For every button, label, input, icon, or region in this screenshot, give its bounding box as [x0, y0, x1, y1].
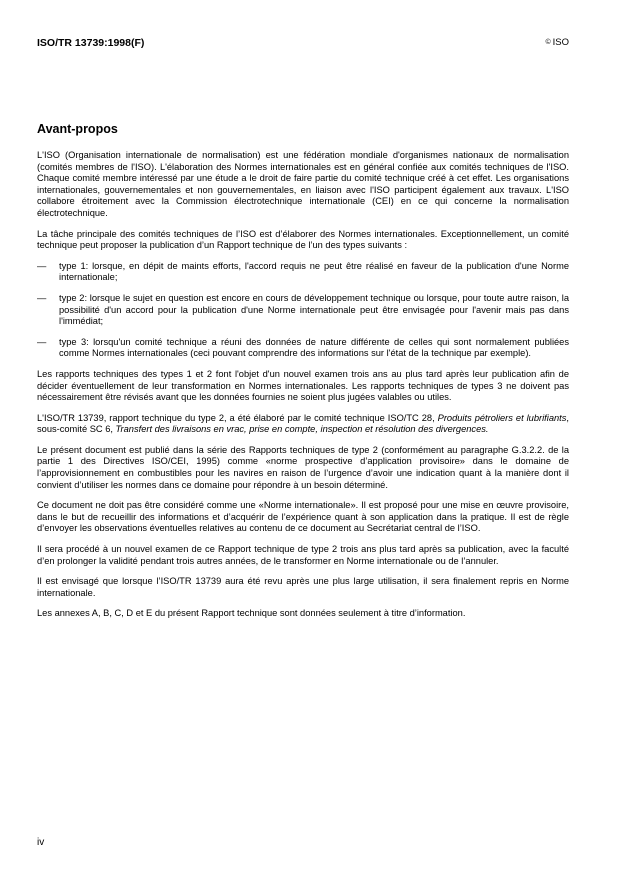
paragraph-reexamination: Il sera procédé à un nouvel examen de ce Rapport technique de type 2 trois ans plus tard après sa publication, avec la faculté d’en prolonger la validité pendant trois autres années, de le transformer en Norme internationale ou de l’annuler. — [37, 544, 569, 566]
list-item-type-2 — [37, 293, 569, 328]
paragraph-annexes: Les annexes A, B, C, D et E du présent Rapport technique sont données seulement à titre d’information. — [37, 608, 466, 619]
committee-text: L'ISO/TR 13739, rapport technique du type 2, a été élaboré par le comité technique ISO/TC 28, — [37, 412, 438, 423]
subcommittee-title: Transfert des livraisons en vrac, prise en compte, inspection et résolution des divergences. — [115, 424, 489, 435]
subcommittee-text: , sous-comité SC 6, — [37, 412, 569, 435]
paragraph-iso-intro: L'ISO (Organisation internationale de normalisation) est une fédération mondiale d'organismes nationaux de normalisation (comités membres de l'ISO). L'élaboration des Normes internationales est en général confiée aux comités techniques de l'ISO. Chaque comité membre intéressé par une étude a le droit de faire partie du comité technique créé à cet effet. Les organisations internationales, gouvernementales et non gouvernementales, en liaison avec l'ISO participent également aux travaux. L'ISO collabore étroitement avec la Commission électrotechnique internationale (CEI) en ce qui concerne la normalisation électrotechnique. — [37, 150, 569, 218]
list-dash: — — [37, 292, 47, 303]
list-item-type-1 — [37, 261, 569, 284]
copyright-notice — [545, 37, 569, 48]
foreword-section — [37, 122, 569, 629]
list-item-text: type 1: lorsque, en dépit de maints efforts, l'accord requis ne peut être réalisé en faveur de la publication d'une Norme internationale; — [59, 260, 569, 283]
list-item-text: type 2: lorsque le sujet en question est encore en cours de développement technique ou lorsque, pour toute autre raison, la possibilité d'un accord pour la publication d'une Norme internationale peut être envisagée pour l'avenir mais pas dans l'immédiat; — [59, 292, 569, 327]
paragraph-tc-task: La tâche principale des comités techniques de l’ISO est d’élaborer des Normes internationales. Exceptionnellement, un comité technique peut proposer la publication d’un Rapport technique de l’un des types suivants : — [37, 228, 569, 251]
list-dash: — — [37, 260, 47, 271]
paragraph-publication: Le présent document est publié dans la série des Rapports techniques de type 2 (conformément au paragraphe G.3.2.2. de la partie 1 des Directives ISO/CEI, 1995) comme «norme prospective d’application provisoire» dans le domaine de l’approvisionnement en combustibles pour les navires en raison de l’urgence d’avoir une indication quant à la manière dont il convient d’utiliser les normes dans ce domaine pour répondre à un besoin déterminé. — [37, 444, 569, 490]
list-item-type-3 — [37, 337, 569, 360]
document-id: ISO/TR 13739:1998(F) — [37, 37, 145, 49]
copyright-icon: © — [545, 39, 551, 46]
copyright-holder: ISO — [552, 37, 569, 48]
paragraph-provisional: Ce document ne doit pas être considéré comme une «Norme internationale». Il est proposé pour une mise en œuvre provisoire, dans le but de recueillir des informations et d’acquérir de l’expérience quant à son application dans la pratique. Il est de règle d’envoyer les observations éventuelles relatives au contenu de ce document au Secrétariat central de l’ISO. — [37, 500, 569, 534]
committee-title: Produits pétroliers et lubrifiants — [437, 412, 567, 423]
page-number: iv — [37, 837, 45, 848]
section-title: Avant-propos — [37, 122, 118, 136]
paragraph-future: Il est envisagé que lorsque l’ISO/TR 13739 aura été revu après une plus large utilisation, il sera finalement repris en Norme internationale. — [37, 576, 569, 598]
paragraph-review: Les rapports techniques des types 1 et 2 font l'objet d'un nouvel examen trois ans au plus tard après leur publication afin de décider éventuellement de leur transformation en Normes internationales. Les rapports techniques de types 3 ne doivent pas nécessairement être révisés avant que les données fournies ne soient plus jugées valables ou utiles. — [37, 368, 569, 403]
list-dash: — — [37, 336, 47, 347]
page-header — [37, 37, 569, 51]
paragraph-committee — [37, 413, 569, 436]
list-item-text: type 3: lorsqu'un comité technique a réuni des données de nature différente de celles qui sont normalement publiées comme Normes internationales (ceci pouvant comprendre des informations sur l'état de la technique par exemple). — [59, 336, 569, 359]
